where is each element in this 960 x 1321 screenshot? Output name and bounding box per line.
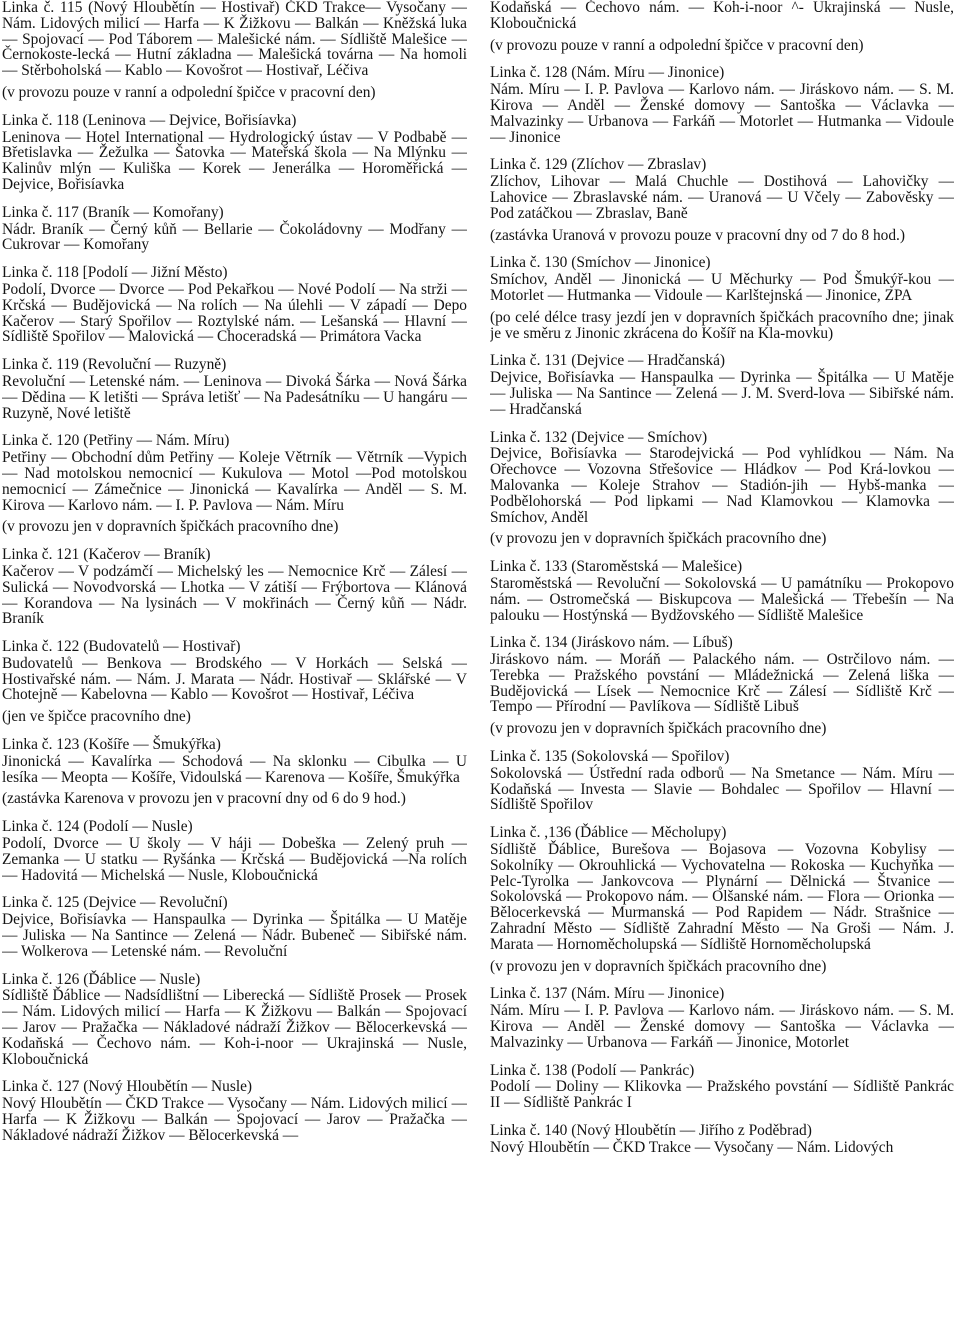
line-route: Revoluční — Letenské nám. — Leninova — Divoká Šárka — Nová Šárka — Dědina — K letišti — Správa letišť — Na Padesátníku — U hangáru — Ruzyně, Nové letiště [2,372,467,422]
line-title: Linka č. 134 (Jiráskovo nám. — Líbuš) [490,634,733,652]
bus-line-entry [2,639,467,725]
line-note: (v provozu jen v dopravních špičkách pracovního dne) [490,530,827,548]
lead-note: (v provozu pouze v ranní a odpolední špičce v pracovní den) [490,36,864,54]
line-route: Nám. Míru — I. P. Pavlova — Karlovo nám. — Jiráskovo nám. — S. M. Kirova — Anděl — Ženské domovy — Santoška — Václavka — Malvazinky — Urbanova — Farkáň — Jinonice, Motorlet [490,1002,954,1051]
lead-entry [490,0,954,53]
bus-line-entry [490,749,954,813]
bus-line-entry [490,65,954,145]
bus-line-entry [490,986,954,1050]
lead-entry [2,0,467,101]
bus-line-entry [2,737,467,807]
line-route: Sokolovská — Ústřední rada odborů — Na Smetance — Nám. Míru — Kodaňská — Investa — Slavie — Bohdalec — Spořilov — Hlavní — Sídliště Spořilov [490,764,954,814]
bus-line-entry [490,1063,954,1111]
bus-line-entry [490,1123,954,1156]
line-route: Nám. Míru — I. P. Pavlova — Karlovo nám. — Jiráskovo nám. — S. M. Kirova — Anděl — Ženské domovy — Santoška — Václavka — Malvazinky — Urbanova — Farkáň — Motorlet — Hutmanka — Vidoule — Jinonice [490,81,954,146]
bus-line-entry [2,819,467,883]
bus-line-entry [490,255,954,341]
line-title: Linka č. 123 (Košíře — Šmukýřka) [2,736,221,754]
lead-route: Kodaňská — Čechovo nám. — Koh-i-noor ^- Ukrajinská — Nusle, Kloboučnická [490,0,954,32]
lead-note: (v provozu pouze v ranní a odpolední špičce v pracovní den) [2,83,376,101]
line-route: Leninova — Hotel International — Hydrologický ústav — V Podbabě — Břetislavka — Žežulka — Šatovka — Mateřská škola — Na Mlýnku — Kalinův mlýn — Kuliška — Korek — Jenerálka — Horoměřická — Dejvice, Bořisíavka [2,128,467,193]
line-title: Linka č. 137 (Nám. Míru — Jinonice) [490,985,725,1003]
line-route: Nový Hloubětín — ČKD Trakce — Vysočany — Nám. Lidových milicí — Harfa — K Žižkovu — Balkán — Spojovací — Jarov — Pražačka — Nákladové nádraží Žižkov — Bělocerkevská — [2,1095,467,1144]
line-title: Linka č. 138 (Podolí — Pankrác) [490,1061,695,1079]
bus-line-entry [2,1079,467,1143]
bus-line-entry [490,353,954,417]
line-route: Smíchov, Anděl — Jinonická — U Měchurky — Pod Šmukýř-kou — Motorlet — Hutmanka — Vidoule — Karlštejnská — Jinonice, ZPA [490,271,954,304]
line-route: Zlíchov, Lihovar — Malá Chuchle — Dostihová — Lahovičky — Lahovice — Zbraslavské nám. — Uranová — U Včely — Zabověsky — Pod zatáčkou — Zbraslav, Baně [490,173,954,222]
line-title: Linka č. 121 (Kačerov — Braník) [2,546,211,564]
bus-line-entry [2,113,467,193]
line-note: (v provozu jen v dopravních špičkách pracovního dne) [2,518,339,536]
line-title: Linka č. 132 (Dejvice — Smíchov) [490,428,708,446]
line-note: (jen ve špičce pracovního dne) [2,708,191,726]
line-route: Podolí — Doliny — Klikovka — Pražského povstání — Sídliště Pankrác II — Sídliště Pankrác I [490,1078,954,1112]
line-route: Jinonická — Kavalírka — Schodová — Na sklonku — Cibulka — U lesíka — Meopta — Košíře, Vidoulská — Karenova — Košíře, Šmukýřka [2,752,467,786]
line-route: Budovatelů — Benkova — Brodského — V Horkách — Selská — Hostivařské nám. — Nám. J. Marata — Nádr. Hostivař — Sklářské — V Chotejně — Kabelovna — Kablo — Kovošrot — Hostivař, Léčiva [2,654,467,704]
bus-line-entry [2,972,467,1068]
line-route: Nádr. Braník — Černý kůň — Bellarie — Čokoládovny — Modřany — Cukrovar — Komořany [2,220,467,254]
line-title: Linka č. 118 (Leninova — Dejvice, Bořisíavka) [2,111,297,129]
bus-line-entry [490,430,954,548]
line-route: Dejvice, Bořisíavka — Hanspaulka — Dyrinka — Špitálka — U Matěje — Juliska — Na Santince — Zelená — Nádr. Bubeneč — Sibiřské nám. — Wolkerova — Letenské nám. — Revoluční [2,911,467,960]
line-route: Kačerov — V podzámčí — Michelský les — Nemocnice Krč — Zálesí — Sulická — Novodvorská — Lhotka — V zátiší — Frýbortova — Klánová — Korandova — Na lysinách — V mokřinách — Černý kůň — Nádr. Braník [2,562,467,628]
line-route: Podolí, Dvorce — Dvorce — Pod Pekařkou — Nové Podolí — Na strži — Krčská — Budějovická — Na rolích — Na úlehli — V západí — Depo Kačerov — Starý Spořilov — Roztylské nám. — Lešanská — Hlavní — Sídliště Spořilov — Malovická — Choceradská — Primátora Vacka [2,280,467,346]
bus-line-entry [2,433,467,535]
line-note: (v provozu jen v dopravních špičkách pracovního dne) [490,720,827,738]
line-title: Linka č. 140 (Nový Hloubětín — Jiřího z Poděbrad) [490,1122,812,1140]
line-route: Podolí, Dvorce — U školy — V háji — Dobeška — Zelený pruh —Zemanka — U statku — Ryšánka — Krčská — Budějovická —Na rolích — Hadovitá — Michelská — Nusle, Kloboučnická [2,835,467,884]
line-route: Staroměstská — Revoluční — Sokolovská — U památníku — Prokopovo nám. — Ostromečská — Biskupcova — Malešická — Třebešín — Na palouku — Hostýnská — Bydžovského — Sídliště Malešice [490,574,954,624]
line-route: Jiráskovo nám. — Moráň — Palackého nám. — Ostrčilovo nám. — Terebka — Pražského povstání — Mládežnická — Zelená liška — Budějovická — Lísek — Nemocnice Krč — Zálesí — Sídliště Krč — Tempo — Přírodní — Pavlíkova — Sídliště Libuš [490,651,954,716]
line-note: (zastávka Karenova v provozu jen v pracovní dny od 6 do 9 hod.) [2,790,406,808]
line-title: Linka č. 135 (Sokolovská — Spořilov) [490,748,730,766]
line-title: Linka č. 131 (Dejvice — Hradčanská) [490,352,726,370]
line-route: Sídliště Ďáblice, Burešova — Bojasova — Vozovna Kobylisy — Sokolníky — Okrouhlická — Vychovatelna — Rokoska — Kuchyňka — Pelc-Tyrolka — Jankovcova — Plynární — Dělnická — Štvanice — Sokolovská — Prokopovo nám. — Olšanské nám. — Flora — Orionka — Bělocerkevská — Murmanská — Pod Rapidem — Nádr. Strašnice — Zahradní Město — Sídliště Zahradní Město — Na Groši — Nám. J. Marata — Hornoměcholupská — Sídliště Hornoměcholupská [490,841,954,953]
right-column [490,0,954,1168]
bus-line-entry [2,357,467,421]
line-title: Linka č. 133 (Staroměstská — Malešice) [490,558,743,576]
line-title: Linka č. 127 (Nový Hloubětín — Nusle) [2,1078,253,1096]
line-title: Linka č. 125 (Dejvice — Revoluční) [2,894,228,912]
line-route: Dejvice, Bořisíavka — Hanspaulka — Dyrinka — Špitálka — U Matěje — Juliska — Na Santince — Zelená — J. M. Sverd-lova — Sibiřské nám. — Hradčanská [490,369,954,418]
line-title: Linka č. 117 (Braník — Komořany) [2,203,224,221]
bus-line-entry [490,635,954,737]
line-note: (v provozu jen v dopravních špičkách pracovního dne) [490,957,827,975]
line-title: Linka č. 122 (Budovatelů — Hostivař) [2,638,241,656]
line-route: Dejvice, Bořisíavka — Starodejvická — Pod vyhlídkou — Nám. Na Ořechovce — Vozovna Střešovice — Hládkov — Pod Krá-lovkou — Malovanka — Koleje Strahov — Stadión-jih — Hybš-manka — Podbělohorská — Pod lipkami — Nad Klamovkou — Klamovka — Smíchov, Anděl [490,445,954,526]
line-route: Sídliště Ďáblice — Nadsídlištní — Liberecká — Sídliště Prosek — Prosek — Nám. Lidových milicí — Harfa — K Žižkovu — Balkán — Spojovací — Jarov — Pražačka — Nákladové nádraží Žižkov — Bělocerkevská — Kodaňská — Čechovo nám. — Koh-i-noor — Ukrajinská — Nusle, Kloboučnická [2,987,467,1068]
right-entries [490,65,954,1155]
lead-route: Linka č. 115 (Nový Hloubětín — Hostivař) ČKD Trakce— Vysočany — Nám. Lidových milicí — Harfa — K Žižkovu — Balkán — Kněžská luka — Spojovací — Pod Táborem — Malešické nám. — Sídliště Malešice — Černokoste-lecká — Hutní základna — Malešická továrna — Na homoli — Stěrboholská — Kablo — Kovošrot — Hostivař, Léčiva [2,0,467,80]
bus-line-entry [490,825,954,974]
line-title: Linka č. 130 (Smíchov — Jinonice) [490,254,711,272]
line-route: Nový Hloubětín — ČKD Trakce — Vysočany — Nám. Lidových [490,1138,894,1156]
bus-line-entry [490,559,954,623]
left-entries [2,113,467,1144]
line-note: (zastávka Uranová v provozu pouze v pracovní dny od 7 do 8 hod.) [490,226,905,244]
bus-line-entry [2,265,467,345]
bus-line-entry [2,895,467,959]
line-title: Linka č. 129 (Zlíchov — Zbraslav) [490,156,707,174]
bus-line-entry [490,157,954,243]
line-title: Linka č. ,136 (Ďáblice — Měcholupy) [490,824,727,842]
line-note: (po celé délce trasy jezdí jen v dopravních špičkách pracovního dne; jinak je ve směru z Jinonic zkrácena do Košíř na Kla-movku) [490,308,954,342]
line-title: Linka č. 120 (Petřiny — Nám. Míru) [2,432,230,450]
bus-line-entry [2,205,467,253]
line-route: Petřiny — Obchodní dům Petřiny — Koleje Větrník — Větrník —Vypich — Nad motolskou nemocnicí — Kukulova — Motol —Pod motolskou nemocnicí — Zámečnice — Jinonická — Kavalírka — Anděl — S. M. Kirova — Karlovo nám. — I. P. Pavlova — Nám. Míru [2,449,467,514]
left-column [2,0,467,1156]
line-title: Linka č. 118 [Podolí — Jižní Město) [2,264,228,282]
line-title: Linka č. 128 (Nám. Míru — Jinonice) [490,64,725,82]
line-title: Linka č. 119 (Revoluční — Ruzyně) [2,356,227,374]
bus-line-entry [2,547,467,627]
line-title: Linka č. 124 (Podolí — Nusle) [2,818,193,836]
line-title: Linka č. 126 (Ďáblice — Nusle) [2,970,201,988]
